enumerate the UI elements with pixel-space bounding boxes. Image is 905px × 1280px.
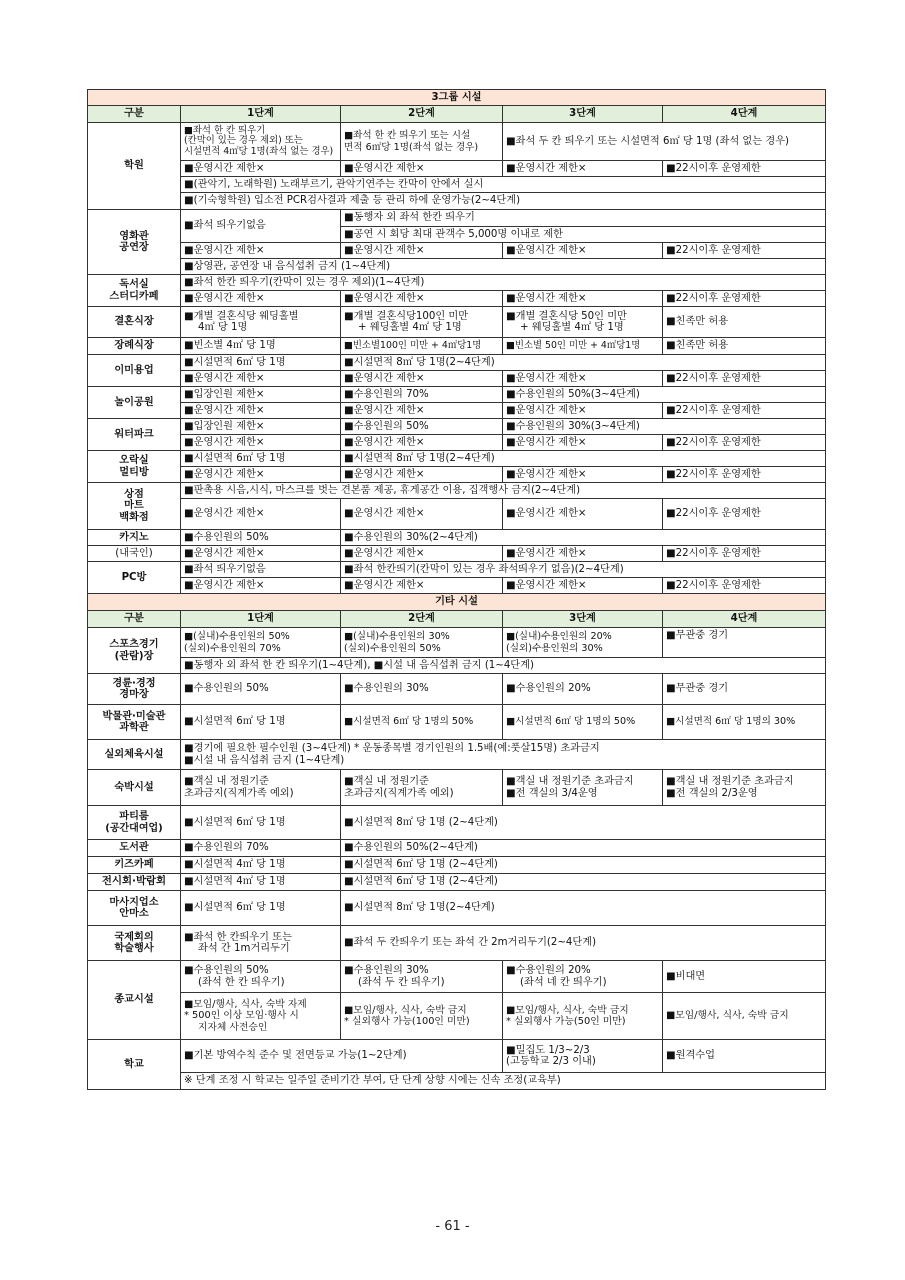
row-label-outdoor-sports: 실외체육시설: [88, 740, 181, 770]
cell: ■22시이후 운영제한: [663, 578, 826, 594]
cell: ■운영시간 제한×: [341, 546, 503, 562]
cell: ■좌석 한 칸 띄우기 (칸막이 있는 경우 제외) 또는 시설면적 4㎡당 1명(좌석 없는 경우): [181, 123, 341, 161]
cell: ■수용인원의 20%: [503, 674, 663, 705]
row-label-kids-cafe: 키즈카페: [88, 857, 181, 874]
cell: ■수용인원의 50%: [181, 674, 341, 705]
cell: ■입장인원 제한×: [181, 387, 341, 403]
cell: ■(기숙형학원) 입소전 PCR검사결과 제출 등 관리 하에 운영가능(2~4단계): [181, 193, 826, 210]
header-category: 구분: [88, 611, 181, 628]
cell: ■수용인원의 50%: [341, 419, 503, 435]
row-label-beauty: 이미용업: [88, 355, 181, 387]
cell: ■운영시간 제한×: [181, 161, 341, 177]
cell: ■시설면적 6㎡ 당 1명의 50%: [503, 705, 663, 740]
cell: ■시설면적 8㎡ 당 1명(2~4단계): [341, 891, 826, 926]
cell: ■운영시간 제한×: [341, 291, 503, 307]
cell: ■운영시간 제한×: [341, 243, 503, 259]
row-label-reading-room: 독서실 스터디카페: [88, 275, 181, 307]
row-label-waterpark: 워터파크: [88, 419, 181, 451]
cell: ■운영시간 제한×: [503, 546, 663, 562]
cell: ■22시이후 운영제한: [663, 546, 826, 562]
row-label-pc-room: PC방: [88, 562, 181, 594]
cell: ■모임/행사, 식사, 숙박 금지 * 실외행사 가능(100인 미만): [341, 993, 503, 1040]
cell: ■운영시간 제한×: [181, 435, 341, 451]
header-stage-3: 3단계: [503, 106, 663, 123]
row-label-exhibition: 전시회·박람회: [88, 874, 181, 891]
cell: ■시설면적 6㎡ 당 1명: [181, 705, 341, 740]
cell: ■22시이후 운영제한: [663, 291, 826, 307]
cell: ■22시이후 운영제한: [663, 161, 826, 177]
cell: ■좌석 두 칸띄우기 또는 좌석 간 2m거리두기(2~4단계): [341, 926, 826, 961]
cell: ■운영시간 제한×: [181, 499, 341, 530]
cell: ■좌석 한 칸 띄우기 또는 시설 면적 6㎡당 1명(좌석 없는 경우): [341, 123, 503, 161]
cell: ■운영시간 제한×: [341, 403, 503, 419]
row-label-amusement-park: 놀이공원: [88, 387, 181, 419]
row-label-hakwon: 학원: [88, 123, 181, 210]
cell: ■좌석 한칸띄기(칸막이 있는 경우 좌석띄우기 없음)(2~4단계): [341, 562, 826, 578]
cell: ■운영시간 제한×: [181, 243, 341, 259]
cell: ■수용인원의 30%(2~4단계): [341, 530, 826, 546]
cell: ■친족만 허용: [663, 307, 826, 338]
header-stage-1: 1단계: [181, 611, 341, 628]
cell: ■좌석 한칸 띄우기(칸막이 있는 경우 제외)(1~4단계): [181, 275, 826, 291]
cell: ■빈소별 4㎡ 당 1명: [181, 338, 341, 355]
cell: ■빈소별 50인 미만 + 4㎡당1명: [503, 338, 663, 355]
row-label-wedding: 결혼식장: [88, 307, 181, 338]
cell: ■(실내)수용인원의 30% (실외)수용인원의 50%: [341, 628, 503, 658]
cell: ■22시이후 운영제한: [663, 435, 826, 451]
cell: ■시설면적 4㎡ 당 1명: [181, 857, 341, 874]
other-facilities-title: 기타 시설: [88, 594, 826, 611]
cell: ■운영시간 제한×: [503, 578, 663, 594]
cell: ■좌석 띄우기없음: [181, 210, 341, 243]
cell: ■22시이후 운영제한: [663, 243, 826, 259]
cell: ■수용인원의 30%: [341, 674, 503, 705]
cell: ■시설면적 6㎡ 당 1명: [181, 355, 341, 371]
cell: ■운영시간 제한×: [181, 546, 341, 562]
cell: ■동행자 외 좌석 한칸 띄우기: [341, 210, 826, 227]
cell: ■객실 내 정원기준 초과금지 ■전 객실의 3/4운영: [503, 770, 663, 806]
cell: ■시설면적 8㎡ 당 1명(2~4단계): [341, 355, 826, 371]
cell: ■(실내)수용인원의 50% (실외)수용인원의 70%: [181, 628, 341, 658]
cell: ■22시이후 운영제한: [663, 499, 826, 530]
cell: ■수용인원의 30%(3~4단계): [503, 419, 826, 435]
row-label-massage: 마사지업소 안마소: [88, 891, 181, 926]
cell: ■객실 내 정원기준 초과금지(직계가족 예외): [341, 770, 503, 806]
header-stage-1: 1단계: [181, 106, 341, 123]
cell: ■친족만 허용: [663, 338, 826, 355]
cell: ■수용인원의 20% (좌석 네 칸 띄우기): [503, 961, 663, 993]
row-label-store: 상점 마트 백화점: [88, 483, 181, 530]
cell: ■운영시간 제한×: [181, 291, 341, 307]
cell: ■경기에 필요한 필수인원 (3~4단계) * 운동종목별 경기인원의 1.5배(예:풋살15명) 초과금지 ■시설 내 음식섭취 금지 (1~4단계): [181, 740, 826, 770]
cell: ■수용인원의 50%(3~4단계): [503, 387, 826, 403]
cell: ■운영시간 제한×: [181, 403, 341, 419]
cell: ■수용인원의 30% (좌석 두 칸 띄우기): [341, 961, 503, 993]
cell: ■수용인원의 70%: [341, 387, 503, 403]
row-label-arcade: 오락실 멀티방: [88, 451, 181, 483]
row-label-party-room: 파티룸 (공간대여업): [88, 806, 181, 840]
cell: ■좌석 두 칸 띄우기 또는 시설면적 6㎡ 당 1명 (좌석 없는 경우): [503, 123, 826, 161]
cell: ■운영시간 제한×: [341, 371, 503, 387]
cell: ■입장인원 제한×: [181, 419, 341, 435]
cell: ■원격수업: [663, 1040, 826, 1073]
cell: ■수용인원의 50%(2~4단계): [341, 840, 826, 857]
row-label-school: 학교: [88, 1040, 181, 1090]
cell: ■운영시간 제한×: [503, 435, 663, 451]
cell: ■시설면적 6㎡ 당 1명 (2~4단계): [341, 874, 826, 891]
row-label-funeral: 장례식장: [88, 338, 181, 355]
cell: ■빈소별100인 미만 + 4㎡당1명: [341, 338, 503, 355]
cell: ■22시이후 운영제한: [663, 403, 826, 419]
row-label-racing: 경륜·경정 경마장: [88, 674, 181, 705]
cell: ■시설면적 8㎡ 당 1명 (2~4단계): [341, 806, 826, 840]
row-label-casino: 카지노: [88, 530, 181, 546]
cell: ■(관악기, 노래학원) 노래부르기, 관악기연주는 칸막이 안에서 실시: [181, 177, 826, 193]
cell: ■동행자 외 좌석 한 칸 띄우기(1~4단계), ■시설 내 음식섭취 금지 (1~4단계): [181, 658, 826, 674]
cell: ■기본 방역수칙 준수 및 전면등교 가능(1~2단계): [181, 1040, 503, 1073]
header-stage-2: 2단계: [341, 611, 503, 628]
cell: ■모임/행사, 식사, 숙박 자제 * 500인 이상 모임·행사 시 지자체 사전승인: [181, 993, 341, 1040]
row-label-sports-venue: 스포츠경기 (관람)장: [88, 628, 181, 674]
cell: ■시설면적 6㎡ 당 1명의 30%: [663, 705, 826, 740]
cell: ■비대면: [663, 961, 826, 993]
row-label-library: 도서관: [88, 840, 181, 857]
cell: ■운영시간 제한×: [181, 467, 341, 483]
row-label-religious: 종교시설: [88, 961, 181, 1040]
cell: ■시설면적 8㎡ 당 1명(2~4단계): [341, 451, 826, 467]
cell: ■무관중 경기: [663, 628, 826, 658]
cell: ■(실내)수용인원의 20% (실외)수용인원의 30%: [503, 628, 663, 658]
cell: ■운영시간 제한×: [181, 578, 341, 594]
cell: ■판촉용 시음,시식, 마스크를 벗는 견본품 제공, 휴게공간 이용, 집객행사 금지(2~4단계): [181, 483, 826, 499]
cell: ■운영시간 제한×: [341, 161, 503, 177]
header-stage-4: 4단계: [663, 106, 826, 123]
cell: ■시설면적 6㎡ 당 1명: [181, 451, 341, 467]
cell: ■수용인원의 70%: [181, 840, 341, 857]
cell: ■좌석 한 칸띄우기 또는 좌석 간 1m거리두기: [181, 926, 341, 961]
cell: ■객실 내 정원기준 초과금지 ■전 객실의 2/3운영: [663, 770, 826, 806]
cell: ■밀집도 1/3~2/3 (고등학교 2/3 이내): [503, 1040, 663, 1073]
cell: ■운영시간 제한×: [503, 499, 663, 530]
cell: ■무관중 경기: [663, 674, 826, 705]
distancing-rules-table: [87, 89, 826, 1090]
cell: ■객실 내 정원기준 초과금지(직계가족 예외): [181, 770, 341, 806]
cell: ■시설면적 6㎡ 당 1명 (2~4단계): [341, 857, 826, 874]
row-label-lodging: 숙박시설: [88, 770, 181, 806]
cell: ■운영시간 제한×: [503, 467, 663, 483]
group3-title: 3그룹 시설: [88, 90, 826, 106]
cell: ■운영시간 제한×: [503, 403, 663, 419]
cell: ■운영시간 제한×: [341, 467, 503, 483]
cell: ■수용인원의 50% (좌석 한 칸 띄우기): [181, 961, 341, 993]
cell: ■운영시간 제한×: [503, 243, 663, 259]
cell: ■운영시간 제한×: [341, 578, 503, 594]
school-note: ※ 단계 조정 시 학교는 일주일 준비기간 부여, 단 단계 상향 시에는 신속 조정(교육부): [181, 1073, 826, 1090]
cell: ■모임/행사, 식사, 숙박 금지: [663, 993, 826, 1040]
cell: ■운영시간 제한×: [341, 499, 503, 530]
cell: ■시설면적 4㎡ 당 1명: [181, 874, 341, 891]
cell: ■개별 결혼식당 웨딩홀별 4㎡ 당 1명: [181, 307, 341, 338]
cell: ■시설면적 6㎡ 당 1명: [181, 891, 341, 926]
cell: ■운영시간 제한×: [503, 291, 663, 307]
cell: ■공연 시 회당 최대 관객수 5,000명 이내로 제한: [341, 227, 826, 243]
cell: ■운영시간 제한×: [181, 371, 341, 387]
row-label-casino-sub: (내국인): [88, 546, 181, 562]
row-label-conference: 국제회의 학술행사: [88, 926, 181, 961]
cell: ■시설면적 6㎡ 당 1명: [181, 806, 341, 840]
header-stage-4: 4단계: [663, 611, 826, 628]
cell: ■개별 결혼식당 50인 미만 + 웨딩홀별 4㎡ 당 1명: [503, 307, 663, 338]
cell: ■22시이후 운영제한: [663, 467, 826, 483]
cell: ■수용인원의 50%: [181, 530, 341, 546]
row-label-cinema: 영화관 공연장: [88, 210, 181, 275]
header-category: 구분: [88, 106, 181, 123]
cell: ■모임/행사, 식사, 숙박 금지 * 실외행사 가능(50인 미만): [503, 993, 663, 1040]
cell: ■상영관, 공연장 내 음식섭취 금지 (1~4단계): [181, 259, 826, 275]
header-stage-2: 2단계: [341, 106, 503, 123]
cell: ■운영시간 제한×: [503, 371, 663, 387]
cell: ■운영시간 제한×: [341, 435, 503, 451]
cell: ■운영시간 제한×: [503, 161, 663, 177]
header-stage-3: 3단계: [503, 611, 663, 628]
row-label-museum: 박물관·미술관 과학관: [88, 705, 181, 740]
page-number: - 61 -: [435, 1219, 470, 1234]
cell: ■개별 결혼식당100인 미만 + 웨딩홀별 4㎡ 당 1명: [341, 307, 503, 338]
cell: ■22시이후 운영제한: [663, 371, 826, 387]
cell: ■좌석 띄우기없음: [181, 562, 341, 578]
cell: ■시설면적 6㎡ 당 1명의 50%: [341, 705, 503, 740]
